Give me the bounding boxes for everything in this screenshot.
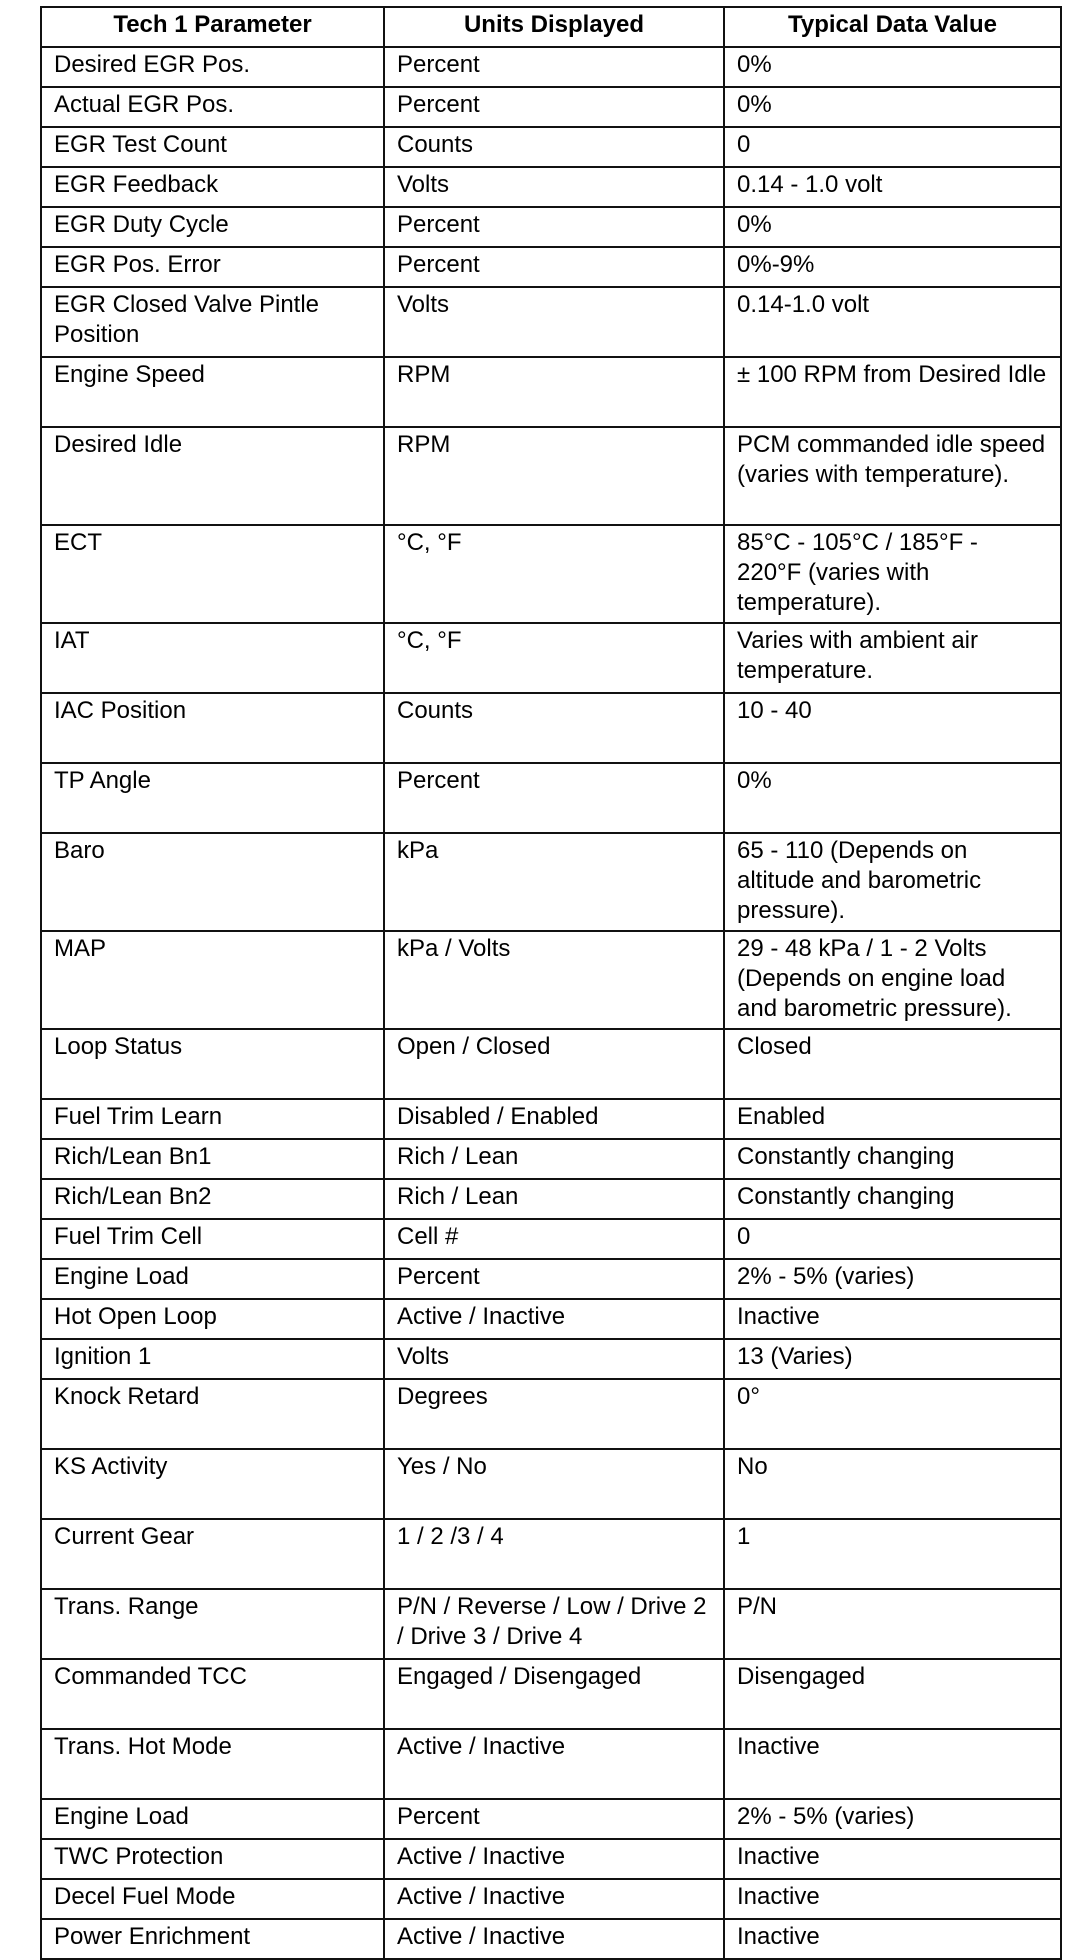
units-cell: Percent (384, 763, 724, 833)
value-cell: No (724, 1449, 1061, 1519)
parameter-cell: TP Angle (41, 763, 384, 833)
table-row (41, 1179, 1061, 1219)
table-row (41, 167, 1061, 207)
value-cell: 0% (724, 87, 1061, 127)
units-cell: Rich / Lean (384, 1179, 724, 1219)
document-page (40, 6, 1060, 1960)
table-row (41, 1339, 1061, 1379)
parameter-cell: Desired EGR Pos. (41, 47, 384, 87)
value-cell: 0% (724, 763, 1061, 833)
units-cell: Percent (384, 207, 724, 247)
table-row (41, 1449, 1061, 1519)
value-cell: 0.14 - 1.0 volt (724, 167, 1061, 207)
parameter-cell: Knock Retard (41, 1379, 384, 1449)
units-cell: RPM (384, 427, 724, 525)
table-row (41, 623, 1061, 693)
header-typical-value: Typical Data Value (724, 7, 1061, 47)
parameter-cell: MAP (41, 931, 384, 1029)
units-cell: Open / Closed (384, 1029, 724, 1099)
parameter-cell: Trans. Range (41, 1589, 384, 1659)
parameter-cell: EGR Feedback (41, 167, 384, 207)
table-row (41, 1519, 1061, 1589)
value-cell: Inactive (724, 1879, 1061, 1919)
units-cell: Yes / No (384, 1449, 724, 1519)
table-row (41, 207, 1061, 247)
value-cell: 2% - 5% (varies) (724, 1259, 1061, 1299)
units-cell: Active / Inactive (384, 1299, 724, 1339)
parameter-cell: ECT (41, 525, 384, 623)
parameter-cell: Actual EGR Pos. (41, 87, 384, 127)
parameter-cell: IAC Position (41, 693, 384, 763)
parameter-cell: Power Enrichment (41, 1919, 384, 1959)
table-row (41, 1919, 1061, 1959)
units-cell: °C, °F (384, 623, 724, 693)
units-cell: Percent (384, 247, 724, 287)
parameter-cell: EGR Test Count (41, 127, 384, 167)
units-cell: Percent (384, 1259, 724, 1299)
table-row (41, 1659, 1061, 1729)
parameter-cell: Commanded TCC (41, 1659, 384, 1729)
value-cell: Inactive (724, 1729, 1061, 1799)
table-row (41, 287, 1061, 357)
value-cell: Inactive (724, 1839, 1061, 1879)
parameter-cell: Rich/Lean Bn2 (41, 1179, 384, 1219)
table-row (41, 1259, 1061, 1299)
table-row (41, 525, 1061, 623)
parameter-cell: KS Activity (41, 1449, 384, 1519)
units-cell: Disabled / Enabled (384, 1099, 724, 1139)
value-cell: 1 (724, 1519, 1061, 1589)
value-cell: 0.14-1.0 volt (724, 287, 1061, 357)
units-cell: P/N / Reverse / Low / Drive 2 / Drive 3 / Drive 4 (384, 1589, 724, 1659)
units-cell: Volts (384, 287, 724, 357)
value-cell: P/N (724, 1589, 1061, 1659)
table-row (41, 1839, 1061, 1879)
value-cell: 0 (724, 127, 1061, 167)
table-row (41, 127, 1061, 167)
parameter-cell: EGR Pos. Error (41, 247, 384, 287)
units-cell: Percent (384, 47, 724, 87)
table-row (41, 931, 1061, 1029)
table-row (41, 1379, 1061, 1449)
units-cell: Percent (384, 1799, 724, 1839)
table-row (41, 1879, 1061, 1919)
value-cell: Disengaged (724, 1659, 1061, 1729)
parameter-cell: Engine Load (41, 1799, 384, 1839)
parameter-table (40, 6, 1062, 1960)
units-cell: Rich / Lean (384, 1139, 724, 1179)
parameter-cell: EGR Closed Valve Pintle Position (41, 287, 384, 357)
parameter-cell: Decel Fuel Mode (41, 1879, 384, 1919)
table-row (41, 1589, 1061, 1659)
units-cell: Percent (384, 87, 724, 127)
parameter-cell: Rich/Lean Bn1 (41, 1139, 384, 1179)
table-row (41, 1799, 1061, 1839)
value-cell: 13 (Varies) (724, 1339, 1061, 1379)
parameter-cell: Baro (41, 833, 384, 931)
value-cell: 0 (724, 1219, 1061, 1259)
table-row (41, 1299, 1061, 1339)
value-cell: Enabled (724, 1099, 1061, 1139)
parameter-cell: TWC Protection (41, 1839, 384, 1879)
value-cell: 0° (724, 1379, 1061, 1449)
parameter-cell: Desired Idle (41, 427, 384, 525)
units-cell: Engaged / Disengaged (384, 1659, 724, 1729)
units-cell: °C, °F (384, 525, 724, 623)
units-cell: Degrees (384, 1379, 724, 1449)
value-cell: Varies with ambient air temperature. (724, 623, 1061, 693)
value-cell: Closed (724, 1029, 1061, 1099)
table-row (41, 1099, 1061, 1139)
units-cell: Cell # (384, 1219, 724, 1259)
value-cell: 0%-9% (724, 247, 1061, 287)
value-cell: Inactive (724, 1299, 1061, 1339)
parameter-cell: Trans. Hot Mode (41, 1729, 384, 1799)
parameter-cell: Current Gear (41, 1519, 384, 1589)
units-cell: Counts (384, 127, 724, 167)
value-cell: ± 100 RPM from Desired Idle (724, 357, 1061, 427)
table-row (41, 833, 1061, 931)
table-row (41, 1729, 1061, 1799)
units-cell: kPa (384, 833, 724, 931)
table-row (41, 763, 1061, 833)
value-cell: Constantly changing (724, 1179, 1061, 1219)
units-cell: kPa / Volts (384, 931, 724, 1029)
table-row (41, 357, 1061, 427)
table-row (41, 427, 1061, 525)
value-cell: 0% (724, 47, 1061, 87)
value-cell: PCM commanded idle speed (varies with temperature). (724, 427, 1061, 525)
units-cell: 1 / 2 /3 / 4 (384, 1519, 724, 1589)
value-cell: 29 - 48 kPa / 1 - 2 Volts (Depends on engine load and barometric pressure). (724, 931, 1061, 1029)
units-cell: Active / Inactive (384, 1879, 724, 1919)
table-row (41, 247, 1061, 287)
units-cell: Counts (384, 693, 724, 763)
value-cell: 85°C - 105°C / 185°F - 220°F (varies with temperature). (724, 525, 1061, 623)
units-cell: Active / Inactive (384, 1919, 724, 1959)
value-cell: Constantly changing (724, 1139, 1061, 1179)
value-cell: 0% (724, 207, 1061, 247)
parameter-cell: Hot Open Loop (41, 1299, 384, 1339)
value-cell: 65 - 110 (Depends on altitude and barometric pressure). (724, 833, 1061, 931)
units-cell: Active / Inactive (384, 1729, 724, 1799)
table-row (41, 1029, 1061, 1099)
table-row (41, 693, 1061, 763)
header-row (41, 7, 1061, 47)
parameter-cell: Ignition 1 (41, 1339, 384, 1379)
units-cell: Volts (384, 1339, 724, 1379)
value-cell: Inactive (724, 1919, 1061, 1959)
units-cell: Volts (384, 167, 724, 207)
header-parameter: Tech 1 Parameter (41, 7, 384, 47)
parameter-cell: EGR Duty Cycle (41, 207, 384, 247)
table-row (41, 87, 1061, 127)
value-cell: 10 - 40 (724, 693, 1061, 763)
parameter-cell: Fuel Trim Learn (41, 1099, 384, 1139)
value-cell: 2% - 5% (varies) (724, 1799, 1061, 1839)
parameter-cell: Fuel Trim Cell (41, 1219, 384, 1259)
table-row (41, 1219, 1061, 1259)
units-cell: Active / Inactive (384, 1839, 724, 1879)
table-row (41, 1139, 1061, 1179)
header-units: Units Displayed (384, 7, 724, 47)
parameter-cell: Engine Load (41, 1259, 384, 1299)
table-row (41, 47, 1061, 87)
parameter-cell: Loop Status (41, 1029, 384, 1099)
parameter-cell: IAT (41, 623, 384, 693)
parameter-cell: Engine Speed (41, 357, 384, 427)
units-cell: RPM (384, 357, 724, 427)
